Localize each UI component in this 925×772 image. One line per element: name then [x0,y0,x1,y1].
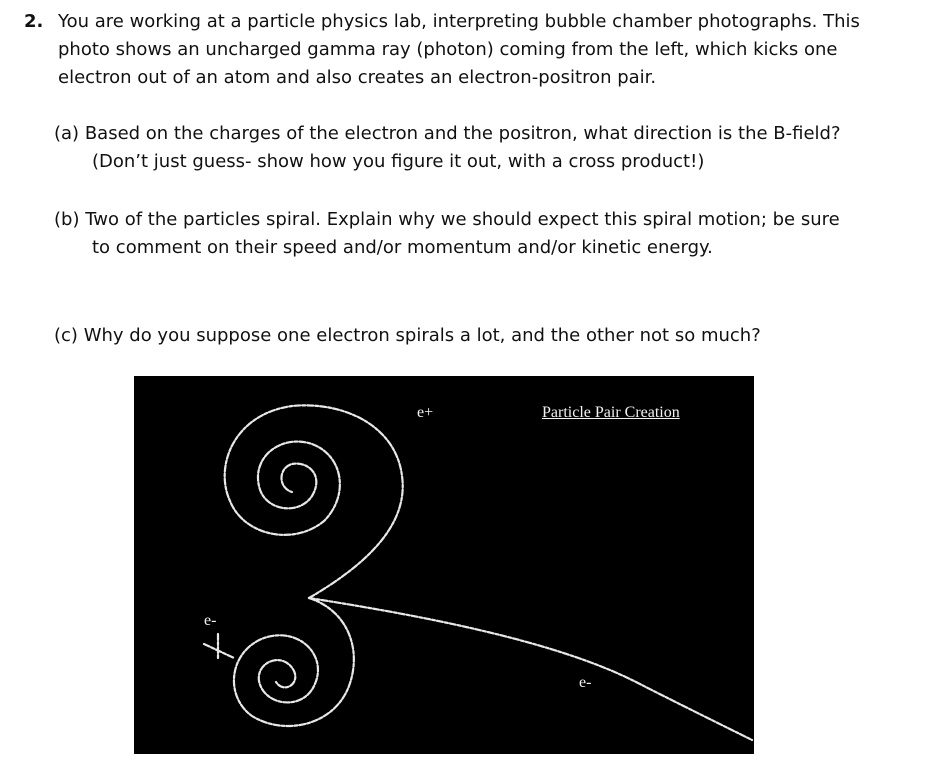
part-b-label: (b) [54,209,80,230]
part-c [54,322,904,350]
part-c-line1: Why do you suppose one electron spirals a lot, and the other not so much? [83,325,761,346]
positron-spiral-track [225,405,403,598]
part-a-line1: Based on the charges of the electron and the positron, what direction is the B-field? [84,123,841,144]
photo-title: Particle Pair Creation [542,404,680,421]
part-a-label: (a) [54,123,80,144]
bubble-chamber-photo [134,376,754,754]
part-a [54,120,904,176]
part-b [54,206,904,262]
part-b-line2: to comment on their speed and/or momentum and/or kinetic energy. [92,237,713,258]
question-text: You are working at a particle physics lab, interpreting bubble chamber photographs. This photo shows an uncharged gamma ray (photon) coming from the left, which kicks one electron out of an atom and also creates an electron-positron pair. [58,11,860,88]
question-number: 2. [24,11,44,32]
electron-origin-track [204,634,234,658]
electron-spiral-track [234,598,354,726]
electron-straight-track [309,598,752,740]
electron-label-left: e- [204,612,217,629]
positron-label: e+ [417,404,434,421]
part-c-label: (c) [54,325,78,346]
electron-label-right: e- [579,674,592,691]
particle-tracks [134,376,754,754]
part-b-line1: Two of the particles spiral. Explain why we should expect this spiral motion; be sure [85,209,840,230]
part-a-line2: (Don’t just guess- show how you figure it out, with a cross product!) [92,151,705,172]
